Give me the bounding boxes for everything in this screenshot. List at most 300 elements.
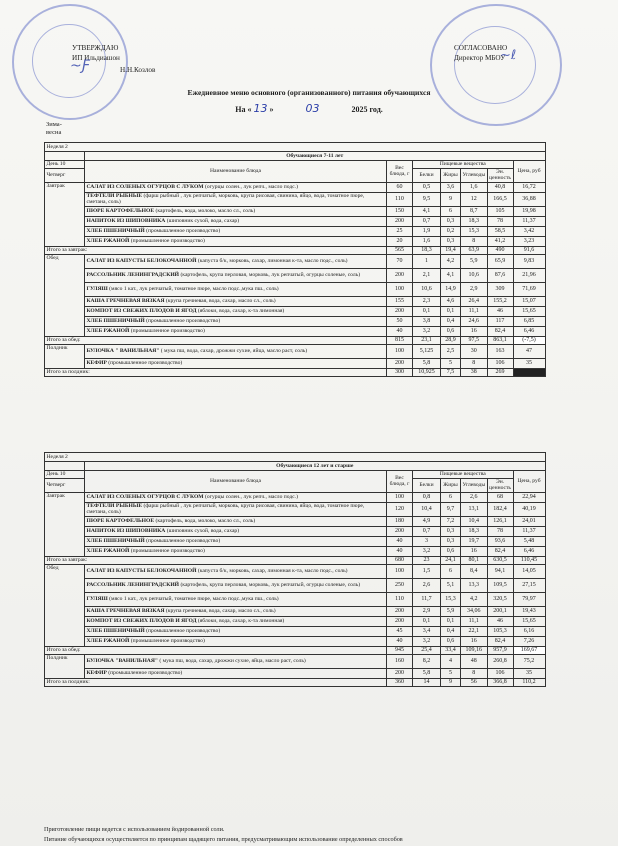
dish-w: 70 — [387, 254, 413, 268]
dish-e: 82,4 — [487, 326, 513, 336]
dish-f: 4,1 — [441, 268, 461, 282]
dish-w: 155 — [387, 296, 413, 306]
col-fat: Жиры — [441, 479, 461, 493]
dish-p: 1,9 — [413, 226, 441, 236]
total-price: 91,6 — [513, 246, 545, 254]
total-c: 97,5 — [461, 336, 488, 344]
dish-c: 16 — [461, 546, 488, 556]
dish-name: БУЛОЧКА "ВАНИЛЬНАЯ" ( мука пш, вода, сахар, дрожжи сухие, яйца, масло раст, соль) — [85, 654, 387, 668]
col-energy: Эн. ценность — [489, 169, 511, 182]
dish-name: ХЛЕБ РЖАНОЙ (промышленное производство) — [85, 236, 387, 246]
meal-label: Завтрак — [45, 182, 85, 246]
week-cell: Неделя 2 — [45, 453, 546, 462]
total-p: 23,1 — [413, 336, 441, 344]
col-carb: Углеводы — [461, 169, 488, 183]
dish-w: 110 — [387, 192, 413, 206]
dish-w: 200 — [387, 306, 413, 316]
dish-name: ХЛЕБ ПШЕНИЧНЫЙ (промышленное производство) — [85, 536, 387, 546]
dish-name: РАССОЛЬНИК ЛЕНИНГРАДСКИЙ (картофель, крупа перловая, морковь, лук репчатый, огурцы соленые, соль) — [85, 578, 387, 592]
dish-price: 35 — [513, 668, 545, 678]
dish-row — [45, 236, 546, 246]
dish-p: 8,2 — [413, 654, 441, 668]
col-name: Наименование блюда — [85, 471, 387, 493]
dish-row — [45, 192, 546, 206]
dish-price: 5,48 — [513, 536, 545, 546]
dish-c: 18,3 — [461, 216, 488, 226]
dish-f: 5 — [441, 358, 461, 368]
dish-name: ТЕФТЕЛИ РЫБНЫЕ (фарш рыбный , лук репчатый, морковь, крупа рисовая, свинина, яйцо, вода, томатное пюре, сметана, соль) — [85, 502, 387, 516]
dish-e: 163 — [487, 344, 513, 358]
dish-p: 2,9 — [413, 606, 441, 616]
total-label: Итого за полдник: — [45, 678, 387, 686]
dish-e: 58,5 — [487, 226, 513, 236]
dish-c: 16 — [461, 636, 488, 646]
dish-f: 0,4 — [441, 316, 461, 326]
dish-f: 5 — [441, 668, 461, 678]
dish-e: 155,2 — [487, 296, 513, 306]
total-c: 38 — [461, 368, 488, 376]
dish-price: 27,15 — [513, 578, 545, 592]
dish-c: 34,06 — [461, 606, 488, 616]
dish-w: 60 — [387, 182, 413, 192]
weekday-cell: Четверг — [45, 169, 85, 183]
dish-p: 3 — [413, 536, 441, 546]
dish-w: 250 — [387, 578, 413, 592]
total-f: 33,4 — [441, 646, 461, 654]
dish-e: 260,8 — [487, 654, 513, 668]
dish-w: 150 — [387, 206, 413, 216]
dish-c: 10,4 — [461, 516, 488, 526]
dish-w: 200 — [387, 616, 413, 626]
group-title: Обучающиеся 12 лет и старше — [85, 462, 546, 471]
total-p: 18,3 — [413, 246, 441, 254]
dish-price: 35 — [513, 358, 545, 368]
total-price: 169,67 — [513, 646, 545, 654]
dish-e: 82,4 — [487, 546, 513, 556]
total-e: 863,1 — [487, 336, 513, 344]
date-line: На « 13 » 03 2025 год. — [235, 102, 383, 115]
dish-name: ГУЛЯШ (мясо 1 кат., лук репчатый, томатное пюре, масло подс.,мука пш., соль) — [85, 282, 387, 296]
total-row — [45, 368, 546, 376]
dish-name: ХЛЕБ ПШЕНИЧНЫЙ (промышленное производство) — [85, 316, 387, 326]
dish-f: 4 — [441, 654, 461, 668]
dish-p: 3,2 — [413, 546, 441, 556]
approve-signatory: Н.Н.Козлов — [120, 66, 156, 74]
dish-row — [45, 626, 546, 636]
dish-price: 40,19 — [513, 502, 545, 516]
dish-c: 24,6 — [461, 316, 488, 326]
empty-cell — [45, 152, 85, 161]
dish-row — [45, 654, 546, 668]
col-protein: Белки — [413, 479, 441, 493]
total-e: 269 — [487, 368, 513, 376]
dish-p: 1,5 — [413, 564, 441, 578]
col-energy: Эн. ценность — [489, 479, 511, 492]
dish-name: НАПИТОК ИЗ ШИПОВНИКА (шиповник сухой, вода, сахар) — [85, 526, 387, 536]
dish-name: НАПИТОК ИЗ ШИПОВНИКА (шиповник сухой, вода, сахар) — [85, 216, 387, 226]
dish-c: 2,6 — [461, 492, 488, 502]
dish-price: 7,26 — [513, 636, 545, 646]
dish-row — [45, 226, 546, 236]
dish-f: 2,5 — [441, 344, 461, 358]
dish-price: 6,16 — [513, 626, 545, 636]
dish-row — [45, 546, 546, 556]
signature-left: ~Ƒ — [70, 58, 90, 74]
dish-price: 6,46 — [513, 546, 545, 556]
col-price: Цена, руб — [513, 161, 545, 183]
dish-c: 30 — [461, 344, 488, 358]
total-row — [45, 646, 546, 654]
dish-w: 200 — [387, 668, 413, 678]
dish-e: 109,5 — [487, 578, 513, 592]
dish-c: 26,4 — [461, 296, 488, 306]
dish-name: КЕФИР (промышленное производство) — [85, 668, 387, 678]
dish-f: 0,6 — [441, 546, 461, 556]
dish-w: 40 — [387, 536, 413, 546]
dish-p: 0,1 — [413, 616, 441, 626]
dish-p: 3,8 — [413, 316, 441, 326]
dish-row — [45, 516, 546, 526]
dish-w: 100 — [387, 492, 413, 502]
col-nutrients: Пищевые вещества — [413, 161, 514, 169]
total-w: 815 — [387, 336, 413, 344]
dish-price: 14,05 — [513, 564, 545, 578]
total-f: 9 — [441, 678, 461, 686]
dish-price: 21,96 — [513, 268, 545, 282]
dish-price: 71,69 — [513, 282, 545, 296]
dish-f: 0,3 — [441, 536, 461, 546]
dish-w: 120 — [387, 502, 413, 516]
dish-e: 46 — [487, 306, 513, 316]
dish-name: КЕФИР (промышленное производство) — [85, 358, 387, 368]
col-carb: Углеводы — [461, 479, 488, 493]
total-p: 10,925 — [413, 368, 441, 376]
season-label: Зима-весна — [46, 121, 62, 136]
meal-label: Обед — [45, 254, 85, 336]
dish-p: 0,7 — [413, 216, 441, 226]
dish-price: 6,85 — [513, 316, 545, 326]
dish-price: 15,65 — [513, 616, 545, 626]
dish-name: САЛАТ ИЗ СОЛЕНЫХ ОГУРЦОВ С ЛУКОМ (огурцы солен., лук репч., масло подс.) — [85, 182, 387, 192]
dish-f: 0,6 — [441, 636, 461, 646]
dish-name: ХЛЕБ РЖАНОЙ (промышленное производство) — [85, 546, 387, 556]
document-title: Ежедневное меню основного (организованного) питания обучающихся — [187, 88, 431, 97]
dish-e: 46 — [487, 616, 513, 626]
total-e: 957,9 — [487, 646, 513, 654]
dish-f: 0,1 — [441, 306, 461, 316]
dish-p: 5,8 — [413, 668, 441, 678]
dish-p: 0,8 — [413, 492, 441, 502]
total-w: 945 — [387, 646, 413, 654]
total-p: 23 — [413, 556, 441, 564]
dish-c: 2,9 — [461, 282, 488, 296]
dish-p: 4,9 — [413, 516, 441, 526]
dish-row — [45, 668, 546, 678]
dish-w: 100 — [387, 344, 413, 358]
total-row — [45, 246, 546, 254]
dish-e: 78 — [487, 216, 513, 226]
total-e: 366,8 — [487, 678, 513, 686]
dish-price: 11,37 — [513, 216, 545, 226]
dish-p: 2,1 — [413, 268, 441, 282]
dish-f: 0,3 — [441, 216, 461, 226]
dish-row — [45, 282, 546, 296]
dish-f: 5,9 — [441, 606, 461, 616]
total-c: 109,16 — [461, 646, 488, 654]
dish-w: 45 — [387, 626, 413, 636]
dish-w: 20 — [387, 236, 413, 246]
dish-f: 9 — [441, 192, 461, 206]
dish-f: 3,6 — [441, 182, 461, 192]
total-label: Итого за обед: — [45, 646, 387, 654]
dish-name: ТЕФТЕЛИ РЫБНЫЕ (фарш рыбный , лук репчатый, морковь, крупа рисовая, свинина, яйцо, вода, томатное пюре, сметана, соль) — [85, 192, 387, 206]
total-f: 24,1 — [441, 556, 461, 564]
dish-row — [45, 306, 546, 316]
dish-p: 0,7 — [413, 526, 441, 536]
dish-p: 3,2 — [413, 326, 441, 336]
total-price: 110,45 — [513, 556, 545, 564]
dish-c: 12 — [461, 192, 488, 206]
dish-f: 0,3 — [441, 236, 461, 246]
dish-c: 4,2 — [461, 592, 488, 606]
total-label: Итого за завтрак: — [45, 556, 387, 564]
group-title: Обучающиеся 7-11 лет — [85, 152, 546, 161]
total-w: 300 — [387, 368, 413, 376]
dish-price: 79,97 — [513, 592, 545, 606]
dish-p: 9,5 — [413, 192, 441, 206]
dish-c: 48 — [461, 654, 488, 668]
dish-row — [45, 636, 546, 646]
dish-price: 3,23 — [513, 236, 545, 246]
dish-c: 5,9 — [461, 254, 488, 268]
dish-e: 78 — [487, 526, 513, 536]
dish-p: 10,4 — [413, 502, 441, 516]
col-nutrients: Пищевые вещества — [413, 471, 514, 479]
total-p: 25,4 — [413, 646, 441, 654]
total-e: 630,5 — [487, 556, 513, 564]
dish-c: 8,4 — [461, 564, 488, 578]
dish-price: 15,07 — [513, 296, 545, 306]
dish-name: ПЮРЕ КАРТОФЕЛЬНОЕ (картофель, вода, молоко, масло сл., соль) — [85, 516, 387, 526]
dish-e: 87,6 — [487, 268, 513, 282]
dish-f: 7,2 — [441, 516, 461, 526]
dish-row — [45, 616, 546, 626]
dish-row — [45, 182, 546, 192]
agree-label: СОГЛАСОВАНО — [454, 44, 508, 52]
dish-c: 11,1 — [461, 616, 488, 626]
footer-note-salt: Приготовление пищи ведется с использованием йодированной соли. — [44, 826, 225, 833]
dish-row — [45, 326, 546, 336]
dish-price: 36,88 — [513, 192, 545, 206]
menu-table-12-plus — [44, 452, 546, 687]
dish-price: 22,94 — [513, 492, 545, 502]
dish-name: КОМПОТ ИЗ СВЕЖИХ ПЛОДОВ И ЯГОД (яблоки, вода, сахар, к-та лимонная) — [85, 306, 387, 316]
signature-right: ~ℓ — [500, 48, 517, 63]
date-day: 13 — [253, 102, 268, 115]
weekday-cell: Четверг — [45, 479, 85, 493]
empty-cell — [45, 462, 85, 471]
dish-f: 0,6 — [441, 326, 461, 336]
total-e: 490 — [487, 246, 513, 254]
dish-e: 126,1 — [487, 516, 513, 526]
dish-w: 40 — [387, 326, 413, 336]
week-cell: Неделя 2 — [45, 143, 546, 152]
total-row — [45, 336, 546, 344]
dish-name: КОМПОТ ИЗ СВЕЖИХ ПЛОДОВ И ЯГОД (яблоки, вода, сахар, к-та лимонная) — [85, 616, 387, 626]
dish-row — [45, 502, 546, 516]
dish-p: 2,3 — [413, 296, 441, 306]
dish-p: 5,8 — [413, 358, 441, 368]
dish-c: 8 — [461, 358, 488, 368]
dish-c: 16 — [461, 326, 488, 336]
dish-price: 19,98 — [513, 206, 545, 216]
dish-p: 1,6 — [413, 236, 441, 246]
total-f: 7,5 — [441, 368, 461, 376]
dish-w: 200 — [387, 358, 413, 368]
dish-e: 320,5 — [487, 592, 513, 606]
total-c: 63,9 — [461, 246, 488, 254]
dish-row — [45, 296, 546, 306]
dish-w: 50 — [387, 316, 413, 326]
dish-row — [45, 492, 546, 502]
dish-w: 100 — [387, 564, 413, 578]
dish-row — [45, 206, 546, 216]
total-p: 14 — [413, 678, 441, 686]
dish-row — [45, 316, 546, 326]
col-fat: Жиры — [441, 169, 461, 183]
dish-name: ХЛЕБ ПШЕНИЧНЫЙ (промышленное производство) — [85, 226, 387, 236]
dish-row — [45, 254, 546, 268]
dish-f: 14,9 — [441, 282, 461, 296]
dish-c: 1,6 — [461, 182, 488, 192]
dish-c: 13,3 — [461, 578, 488, 592]
dish-name: ХЛЕБ ПШЕНИЧНЫЙ (промышленное производство) — [85, 626, 387, 636]
dish-w: 40 — [387, 546, 413, 556]
total-c: 56 — [461, 678, 488, 686]
dish-row — [45, 268, 546, 282]
dish-p: 4,1 — [413, 206, 441, 216]
meal-label: Завтрак — [45, 492, 85, 556]
total-price: 110,2 — [513, 678, 545, 686]
dish-w: 200 — [387, 526, 413, 536]
dish-row — [45, 564, 546, 578]
dish-c: 8 — [461, 236, 488, 246]
dish-c: 11,1 — [461, 306, 488, 316]
dish-e: 117 — [487, 316, 513, 326]
dish-c: 15,3 — [461, 226, 488, 236]
dish-p: 0,5 — [413, 182, 441, 192]
dish-f: 0,4 — [441, 626, 461, 636]
dish-p: 3,2 — [413, 636, 441, 646]
approve-label: УТВЕРЖДАЮ — [72, 44, 119, 52]
dish-name: ХЛЕБ РЖАНОЙ (промышленное производство) — [85, 636, 387, 646]
dish-f: 4,2 — [441, 254, 461, 268]
dish-e: 94,1 — [487, 564, 513, 578]
dish-f: 0,2 — [441, 226, 461, 236]
day-cell: День 10 — [45, 161, 85, 169]
dish-c: 18,3 — [461, 526, 488, 536]
dish-name: КАША ГРЕЧНЕВАЯ ВЯЗКАЯ (крупа гречневая, вода, сахар, масло сл., соль) — [85, 296, 387, 306]
agree-org: Директор МБОУ — [454, 54, 506, 62]
dish-f: 9,7 — [441, 502, 461, 516]
dish-row — [45, 592, 546, 606]
dish-p: 11,7 — [413, 592, 441, 606]
total-label: Итого за полдник: — [45, 368, 387, 376]
dish-name: ГУЛЯШ (мясо 1 кат., лук репчатый, томатное пюре, масло подс.,мука пш., соль) — [85, 592, 387, 606]
col-weight: Вес блюда, г — [387, 471, 413, 493]
dish-e: 105,3 — [487, 626, 513, 636]
dish-price: 19,43 — [513, 606, 545, 616]
total-w: 680 — [387, 556, 413, 564]
dish-w: 25 — [387, 226, 413, 236]
dish-w: 200 — [387, 606, 413, 616]
dish-price: 9,83 — [513, 254, 545, 268]
dish-f: 6 — [441, 206, 461, 216]
dish-row — [45, 358, 546, 368]
dish-e: 82,4 — [487, 636, 513, 646]
dish-f: 4,6 — [441, 296, 461, 306]
dish-c: 8 — [461, 668, 488, 678]
dish-w: 200 — [387, 268, 413, 282]
total-w: 360 — [387, 678, 413, 686]
dish-w: 100 — [387, 282, 413, 296]
dish-p: 3,4 — [413, 626, 441, 636]
meal-label: Полдник — [45, 654, 85, 678]
dish-f: 6 — [441, 564, 461, 578]
col-price: Цена, руб — [513, 471, 545, 493]
dish-c: 13,1 — [461, 502, 488, 516]
total-price: (-7,5) — [513, 336, 545, 344]
total-f: 28,9 — [441, 336, 461, 344]
dish-row — [45, 536, 546, 546]
menu-table-7-11 — [44, 142, 546, 377]
total-f: 19,4 — [441, 246, 461, 254]
dish-e: 41,2 — [487, 236, 513, 246]
day-cell: День 10 — [45, 471, 85, 479]
dish-e: 105 — [487, 206, 513, 216]
dish-price: 47 — [513, 344, 545, 358]
dish-name: БУЛОЧКА " ВАНИЛЬНАЯ" ( мука пш, вода, сахар, дрожжи сухие, яйца, масло раст, соль) — [85, 344, 387, 358]
dish-w: 180 — [387, 516, 413, 526]
dish-p: 5,125 — [413, 344, 441, 358]
total-w: 565 — [387, 246, 413, 254]
dish-p: 10,6 — [413, 282, 441, 296]
total-row — [45, 678, 546, 686]
dish-e: 68 — [487, 492, 513, 502]
dish-e: 65,9 — [487, 254, 513, 268]
dish-name: САЛАТ ИЗ КАПУСТЫ БЕЛОКОЧАННОЙ (капуста б/к, морковь, сахар, лимонная к-та, масло подс., соль) — [85, 564, 387, 578]
footer-note-diet: Питание обучающихся осуществляется по принципам щадящего питания, предусматривающим использование определенных способов — [44, 836, 403, 843]
dish-name: РАССОЛЬНИК ЛЕНИНГРАДСКИЙ (картофель, крупа перловая, морковь, лук репчатый, огурцы соленые, соль) — [85, 268, 387, 282]
dish-row — [45, 344, 546, 358]
dish-e: 106 — [487, 668, 513, 678]
dish-p: 0,1 — [413, 306, 441, 316]
dish-name: ПЮРЕ КАРТОФЕЛЬНОЕ (картофель, вода, молоко, масло сл., соль) — [85, 206, 387, 216]
dish-e: 309 — [487, 282, 513, 296]
dish-c: 22,1 — [461, 626, 488, 636]
dish-w: 110 — [387, 592, 413, 606]
meal-label: Полдник — [45, 344, 85, 368]
dish-f: 0,3 — [441, 526, 461, 536]
dish-row — [45, 578, 546, 592]
dish-price: 3,42 — [513, 226, 545, 236]
date-month: 03 — [305, 102, 320, 115]
total-row — [45, 556, 546, 564]
col-name: Наименование блюда — [85, 161, 387, 183]
col-weight: Вес блюда, г — [387, 161, 413, 183]
approve-org: ИП Ильдиашон — [72, 54, 120, 62]
dish-p: 2,6 — [413, 578, 441, 592]
